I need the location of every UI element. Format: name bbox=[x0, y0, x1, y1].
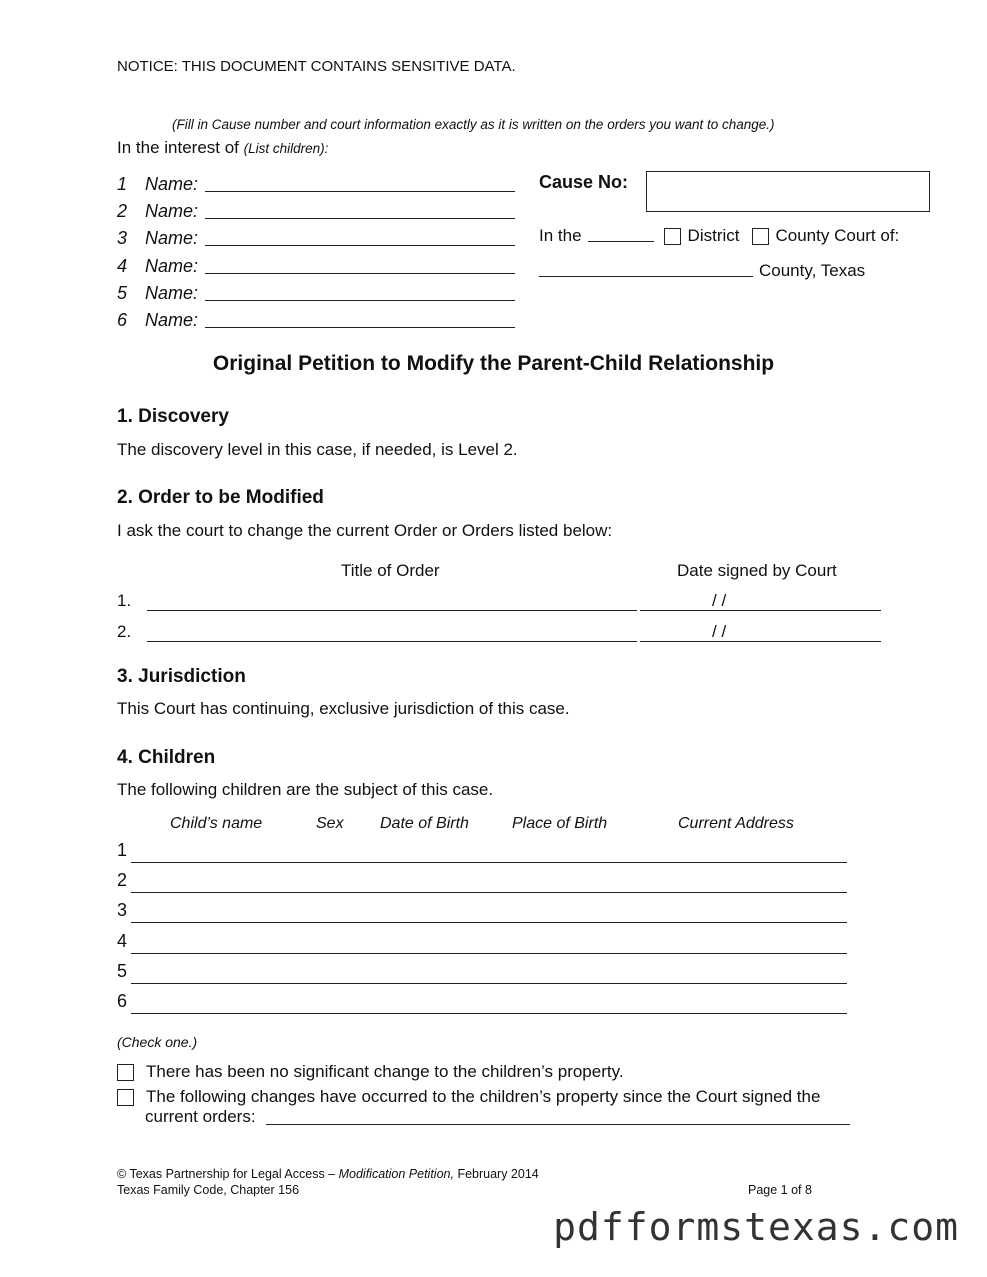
changes-text: The following changes have occurred to the children’s property since the Court signed the bbox=[146, 1087, 821, 1106]
child-info-field[interactable] bbox=[131, 892, 847, 893]
order-title-column: Title of Order bbox=[341, 561, 440, 580]
col-child-name: Child’s name bbox=[170, 815, 263, 832]
page-title: Original Petition to Modify the Parent-Child Relationship bbox=[212, 352, 775, 375]
page-number: Page 1 of 8 bbox=[748, 1183, 812, 1197]
changes-checkbox[interactable] bbox=[117, 1089, 134, 1106]
order-heading: 2. Order to be Modified bbox=[117, 487, 324, 508]
child-name-row bbox=[117, 174, 515, 195]
children-heading: 4. Children bbox=[117, 747, 216, 768]
child-name-field[interactable] bbox=[205, 272, 515, 274]
county-court-label: County Court of: bbox=[775, 226, 900, 245]
child-row-number: 6 bbox=[117, 991, 128, 1011]
child-name-label: Name: bbox=[145, 310, 199, 330]
county-name-field[interactable] bbox=[539, 275, 753, 277]
child-name-number: 2 bbox=[117, 201, 128, 221]
cause-number-input[interactable] bbox=[646, 171, 930, 212]
child-name-row bbox=[117, 310, 515, 331]
district-checkbox[interactable] bbox=[664, 228, 681, 245]
changes-continuation bbox=[145, 1107, 850, 1127]
discovery-text: The discovery level in this case, if needed, is Level 2. bbox=[117, 440, 518, 459]
jurisdiction-text: This Court has continuing, exclusive jurisdiction of this case. bbox=[117, 699, 570, 718]
order-date-slashes: / / bbox=[712, 591, 727, 610]
county-row bbox=[539, 261, 865, 281]
sensitive-notice: NOTICE: THIS DOCUMENT CONTAINS SENSITIVE DATA. bbox=[117, 58, 516, 75]
child-info-field[interactable] bbox=[131, 983, 847, 984]
order-text: I ask the court to change the current Order or Orders listed below: bbox=[117, 521, 613, 540]
child-name-field[interactable] bbox=[205, 244, 515, 246]
jurisdiction-heading: 3. Jurisdiction bbox=[117, 666, 246, 687]
order-date-field[interactable] bbox=[640, 641, 881, 642]
no-change-text: There has been no significant change to the children’s property. bbox=[146, 1062, 624, 1081]
child-row-number: 3 bbox=[117, 900, 128, 920]
cause-number-label: Cause No: bbox=[539, 172, 629, 192]
child-row-number: 1 bbox=[117, 840, 128, 860]
child-name-label: Name: bbox=[145, 201, 199, 221]
child-info-field[interactable] bbox=[131, 922, 847, 923]
property-changes-field[interactable] bbox=[266, 1123, 850, 1125]
county-checkbox[interactable] bbox=[752, 228, 769, 245]
order-date-column: Date signed by Court bbox=[677, 561, 837, 580]
col-date-of-birth: Date of Birth bbox=[380, 815, 469, 832]
current-orders-label: current orders: bbox=[145, 1107, 256, 1126]
order-title-field[interactable] bbox=[147, 610, 637, 611]
discovery-heading: 1. Discovery bbox=[117, 406, 229, 427]
property-option-no-change[interactable] bbox=[117, 1062, 624, 1082]
child-name-row bbox=[117, 201, 515, 222]
order-date-field[interactable] bbox=[640, 610, 881, 611]
children-text: The following children are the subject of this case. bbox=[117, 780, 494, 799]
col-current-address: Current Address bbox=[678, 815, 794, 832]
child-name-field[interactable] bbox=[205, 299, 515, 301]
copyright-prefix: © Texas Partnership for Legal Access – bbox=[117, 1167, 336, 1181]
child-name-number: 1 bbox=[117, 174, 128, 194]
child-name-number: 5 bbox=[117, 283, 128, 303]
interest-text: In the interest of bbox=[117, 138, 239, 157]
interest-hint: (List children): bbox=[243, 141, 329, 156]
court-number-field[interactable] bbox=[588, 240, 654, 242]
child-row-number: 5 bbox=[117, 961, 128, 981]
child-name-number: 4 bbox=[117, 256, 128, 276]
county-texas-label: County, Texas bbox=[759, 261, 866, 280]
in-the-label: In the bbox=[539, 226, 582, 245]
copyright-form-name: Modification Petition, bbox=[338, 1167, 454, 1181]
child-name-number: 6 bbox=[117, 310, 128, 330]
child-name-row bbox=[117, 228, 515, 249]
child-name-field[interactable] bbox=[205, 190, 515, 192]
no-change-checkbox[interactable] bbox=[117, 1064, 134, 1081]
order-row-number: 2. bbox=[117, 622, 132, 641]
check-one-label: (Check one.) bbox=[117, 1034, 198, 1050]
child-info-field[interactable] bbox=[131, 953, 847, 954]
child-info-field[interactable] bbox=[131, 862, 847, 863]
child-name-row bbox=[117, 283, 515, 304]
child-row-number: 2 bbox=[117, 870, 128, 890]
fill-instruction: (Fill in Cause number and court information exactly as it is written on the orders you want to change.) bbox=[172, 117, 775, 132]
copyright-date: February 2014 bbox=[457, 1167, 539, 1181]
order-row-number: 1. bbox=[117, 591, 132, 610]
district-label: District bbox=[687, 226, 740, 245]
child-info-field[interactable] bbox=[131, 1013, 847, 1014]
child-name-label: Name: bbox=[145, 256, 199, 276]
footer-code: Texas Family Code, Chapter 156 bbox=[117, 1183, 300, 1197]
watermark-logo: pdfformstexas.com bbox=[553, 1205, 959, 1249]
property-option-changes[interactable] bbox=[117, 1087, 820, 1107]
order-title-field[interactable] bbox=[147, 641, 637, 642]
child-row-number: 4 bbox=[117, 931, 128, 951]
child-name-number: 3 bbox=[117, 228, 128, 248]
order-date-slashes: / / bbox=[712, 622, 727, 641]
col-sex: Sex bbox=[316, 815, 344, 832]
child-name-label: Name: bbox=[145, 174, 199, 194]
child-name-field[interactable] bbox=[205, 326, 515, 328]
child-name-field[interactable] bbox=[205, 217, 515, 219]
child-name-label: Name: bbox=[145, 283, 199, 303]
child-name-row bbox=[117, 256, 515, 277]
col-place-of-birth: Place of Birth bbox=[512, 815, 608, 832]
footer-copyright bbox=[117, 1167, 539, 1181]
court-type-row bbox=[539, 226, 899, 246]
child-name-label: Name: bbox=[145, 228, 199, 248]
interest-label bbox=[117, 138, 328, 158]
